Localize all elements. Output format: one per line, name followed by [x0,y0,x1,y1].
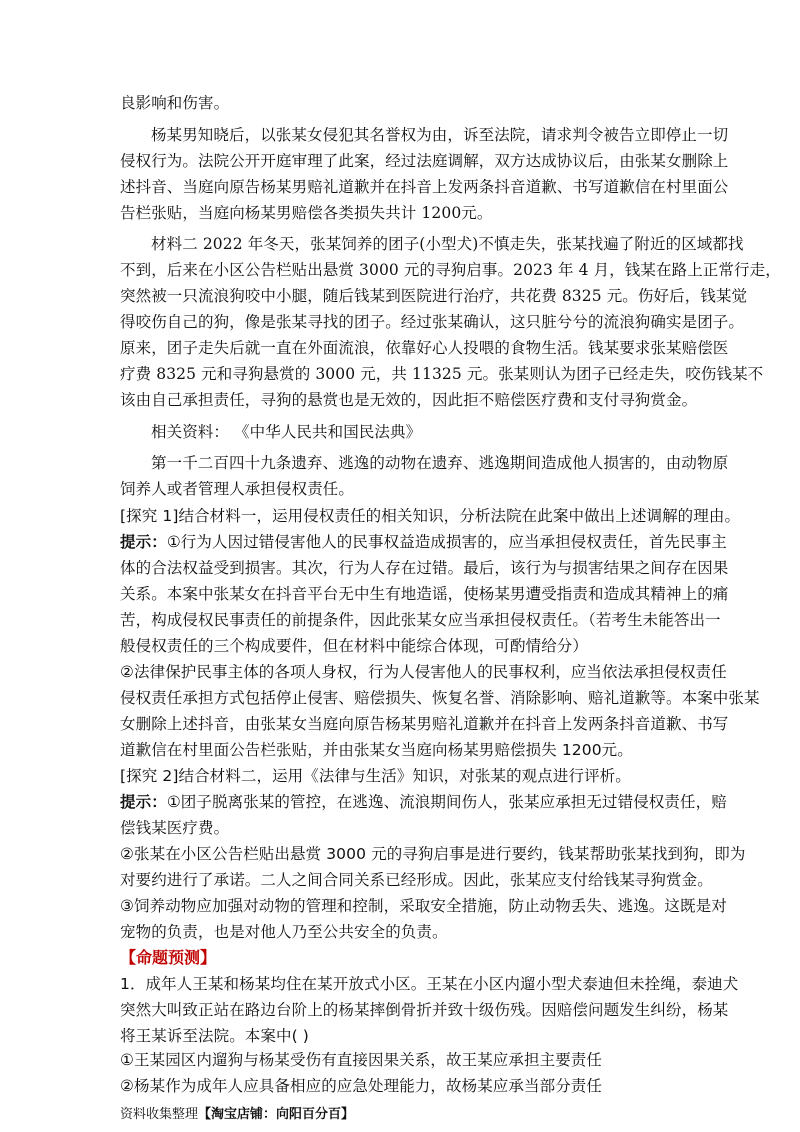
explore2-line-3: 对要约进行了承诺。二人之间合同关系已经形成。因此，张某应支付给钱某寻狗赏金。 [120,871,713,889]
material-two-line-5: 原来，团子走失后就一直在外面流浪，依靠好心人投喂的食物生活。钱某要求张某赔偿医 [120,339,729,357]
related-title: 相关资料： 《中华人民共和国民法典》 [151,423,422,441]
explore1-line-2: 关系。本案中张某女在抖音平台无中生有地造谣，使杨某男遭受指责和造成其精神上的痛 [120,585,729,603]
explore1-question-line [120,505,740,527]
material-two-line-4: 得咬伤自己的狗，像是张某寻找的团子。经过张某确认，这只脏兮兮的流浪狗确实是团子。 [120,313,745,331]
material-two-line-7: 该由自己承担责任，寻狗的悬赏也是无效的，因此拒不赔偿医疗费和支付寻狗赏金。 [120,391,698,409]
material-one-line-3: 侵权行为。法院公开开庭审理了此案，经过法庭调解，双方达成协议后，由张某女删除上 [120,152,729,170]
explore2-line-5: 宠物的负责，也是对他人乃至公共安全的负责。 [120,923,448,941]
material-one-line-2: 杨某男知晓后，以张某女侵犯其名誉权为由，诉至法院，请求判令被告立即停止一切 [151,126,729,144]
explore1-hint-first: ①行为人因过错侵害他人的民事权益造成损害的，应当承担侵权责任，首先民事主 [166,533,727,551]
material-one-line-1: 良影响和伤害。 [120,94,230,112]
prediction-option-2: ②杨某作为成年人应具备相应的应急处理能力，故杨某应承当部分责任 [120,1077,602,1095]
related-line-2: 饲养人或者管理人承担侵权责任。 [120,480,355,498]
explore1-line-6: 侵权责任承担方式包括停止侵害、赔偿损失、恢复名誉、消除影响、赔礼道歉等。本案中张某 [120,689,760,707]
explore1-hint-line [120,531,727,553]
explore1-line-4: 般侵权责任的三个构成要件，但在材料中能综合体现，可酌情给分） [120,637,589,655]
material-one-line-4: 述抖音、当庭向原告杨某男赔礼道歉并在抖音上发两条抖音道歉、书写道歉信在村里面公 [120,178,729,196]
footer [120,1106,354,1124]
explore1-line-3: 苦，构成侵权民事责任的前提条件，因此张某女应当承担侵权责任。（若考生未能答出一 [120,611,721,629]
prediction-heading: 【命题预测】 [120,948,217,967]
footer-prefix: 资料收集整理 [120,1107,199,1122]
explore2-hint-line [120,791,727,813]
material-two-line-2: 不到，后来在小区公告栏贴出悬赏 3000 元的寻狗启事。2023 年 4 月，钱某在路上正常行走， [120,261,781,279]
explore1-label: [探究 1] [120,507,179,525]
footer-shop: 【淘宝店铺：向阳百分百】 [198,1107,355,1122]
explore1-line-5: ②法律保护民事主体的各项人身权，行为人侵害他人的民事权利，应当依法承担侵权责任 [120,663,727,681]
prediction-line-1: 1．成年人王某和杨某均住在某开放式小区。王某在小区内遛小型犬泰迪但未拴绳，泰迪犬 [120,975,739,993]
material-two-line-1: 材料二 2022 年冬天，张某饲养的团子(小型犬)不慎走失，张某找遍了附近的区域都找 [151,235,744,253]
related-line-1: 第一千二百四十九条遗弃、逃逸的动物在遗弃、逃逸期间造成他人损害的，由动物原 [151,454,729,472]
material-one-line-5: 告栏张贴，当庭向杨某男赔偿各类损失共计 1200元。 [120,204,493,222]
material-two-line-3: 突然被一只流浪狗咬中小腿，随后钱某到医院进行治疗，共花费 8325 元。伤好后，钱某觉 [120,287,748,305]
material-two-line-6: 疗费 8325 元和寻狗悬赏的 3000 元，共 11325 元。张某则认为团子已经走失，咬伤钱某不 [120,365,764,383]
prediction-line-2: 突然大叫致正站在路边台阶上的杨某摔倒骨折并致十级伤残。因赔偿问题发生纠纷，杨某 [120,1001,729,1019]
explore2-line-4: ③饲养动物应加强对动物的管理和控制，采取安全措施，防止动物丢失、逃逸。这既是对 [120,897,727,915]
explore2-label: [探究 2] [120,767,179,785]
explore1-line-7: 女删除上述抖音，由张某女当庭向原告杨某男赔礼道歉并在抖音上发两条抖音道歉、书写 [120,715,729,733]
explore2-question: 结合材料二，运用《法律与生活》知识，对张某的观点进行评析。 [178,767,631,785]
explore2-question-line [120,765,631,787]
explore2-line-2: ②张某在小区公告栏贴出悬赏 3000 元的寻狗启事是进行要约，钱某帮助张某找到狗，即为 [120,845,746,863]
explore1-line-1: 体的合法权益受到损害。其次，行为人存在过错。最后，该行为与损害结果之间存在因果 [120,559,729,577]
explore2-line-1: 偿钱某医疗费。 [120,819,230,837]
explore1-question: 结合材料一，运用侵权责任的相关知识，分析法院在此案中做出上述调解的理由。 [178,507,741,525]
prediction-line-3: 将王某诉至法院。本案中( ) [120,1027,309,1045]
explore1-line-8: 道歉信在村里面公告栏张贴，并由张某女当庭向杨某男赔偿损失 1200元。 [120,741,633,759]
explore1-hint-label: 提示： [120,533,167,551]
explore2-hint-first: ①团子脱离张某的管控，在逃逸、流浪期间伤人，张某应承担无过错侵权责任，赔 [166,793,727,811]
prediction-option-1: ①王某园区内遛狗与杨某受伤有直接因果关系，故王某应承担主要责任 [120,1051,602,1069]
explore2-hint-label: 提示： [120,793,167,811]
